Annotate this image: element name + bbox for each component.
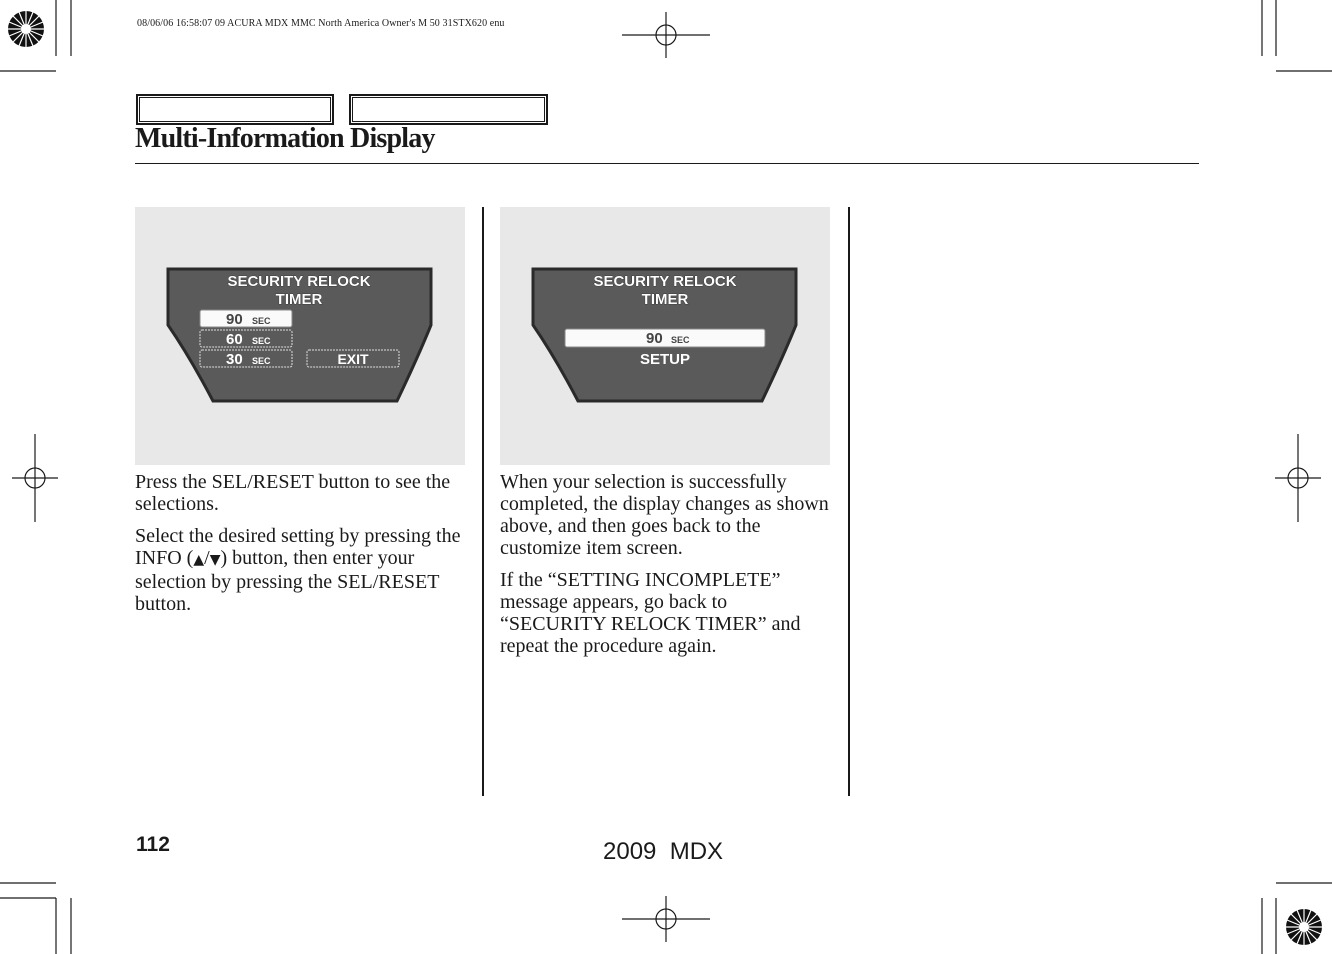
print-job-header: 08/06/06 16:58:07 09 ACURA MDX MMC North America Owner's M 50 31STX620 enu xyxy=(137,18,505,29)
column-divider-2 xyxy=(848,207,850,796)
up-arrow-icon: ▲ xyxy=(193,552,205,568)
header-tab-box-1 xyxy=(136,94,334,125)
option-90-value: 90 xyxy=(226,311,243,328)
footer-model-label: 2009 MDX xyxy=(603,838,724,865)
sunburst-mark-bottom-right xyxy=(1284,907,1324,947)
crosshair-mark-right xyxy=(1275,434,1321,522)
down-arrow-icon: ▼ xyxy=(209,552,221,568)
sunburst-mark-top-left xyxy=(6,9,46,49)
exit-option: EXIT xyxy=(337,351,369,367)
column-1-paragraph-1: Press the SEL/RESET button to see the selections. xyxy=(135,471,451,515)
crosshair-mark-left xyxy=(12,434,58,522)
selected-unit: SEC xyxy=(671,335,690,345)
column-2-paragraph-2: If the “SETTING INCOMPLETE” message appears, go back to “SECURITY RELOCK TIMER” and repeat the procedure again. xyxy=(500,569,801,657)
column-1-text xyxy=(135,471,470,625)
selected-value: 90 xyxy=(646,330,663,347)
display-title-line1: SECURITY RELOCK xyxy=(593,273,737,290)
display-title-line2: TIMER xyxy=(275,291,323,308)
column-divider-1 xyxy=(482,207,484,796)
setup-label: SETUP xyxy=(639,351,691,368)
column-2-paragraph-1: When your selection is successfully completed, the display changes as shown above, and then goes back to the customize item screen. xyxy=(500,471,829,559)
header-tab-box-2 xyxy=(349,94,548,125)
option-60-value: 60 xyxy=(226,331,243,348)
column-2-text xyxy=(500,471,836,667)
display-figure-completed xyxy=(500,207,830,465)
display-title-line2: TIMER xyxy=(641,291,689,308)
page-number: 112 xyxy=(136,833,170,856)
display-title-line1: SECURITY RELOCK xyxy=(227,273,371,290)
option-30-unit: SEC xyxy=(252,356,271,366)
title-rule xyxy=(135,163,1199,164)
column-1-paragraph-2: Select the desired setting by pressing the INFO (▲/▼) button, then enter your selection by pressing the SEL/RESET button. xyxy=(135,525,461,615)
section-title: Multi-Information Display xyxy=(135,123,435,154)
crosshair-mark-top xyxy=(622,12,710,58)
crosshair-mark-bottom xyxy=(622,896,710,942)
option-30-value: 30 xyxy=(226,351,243,368)
option-90-unit: SEC xyxy=(252,316,271,326)
option-60-unit: SEC xyxy=(252,336,271,346)
display-figure-selection xyxy=(135,207,465,465)
